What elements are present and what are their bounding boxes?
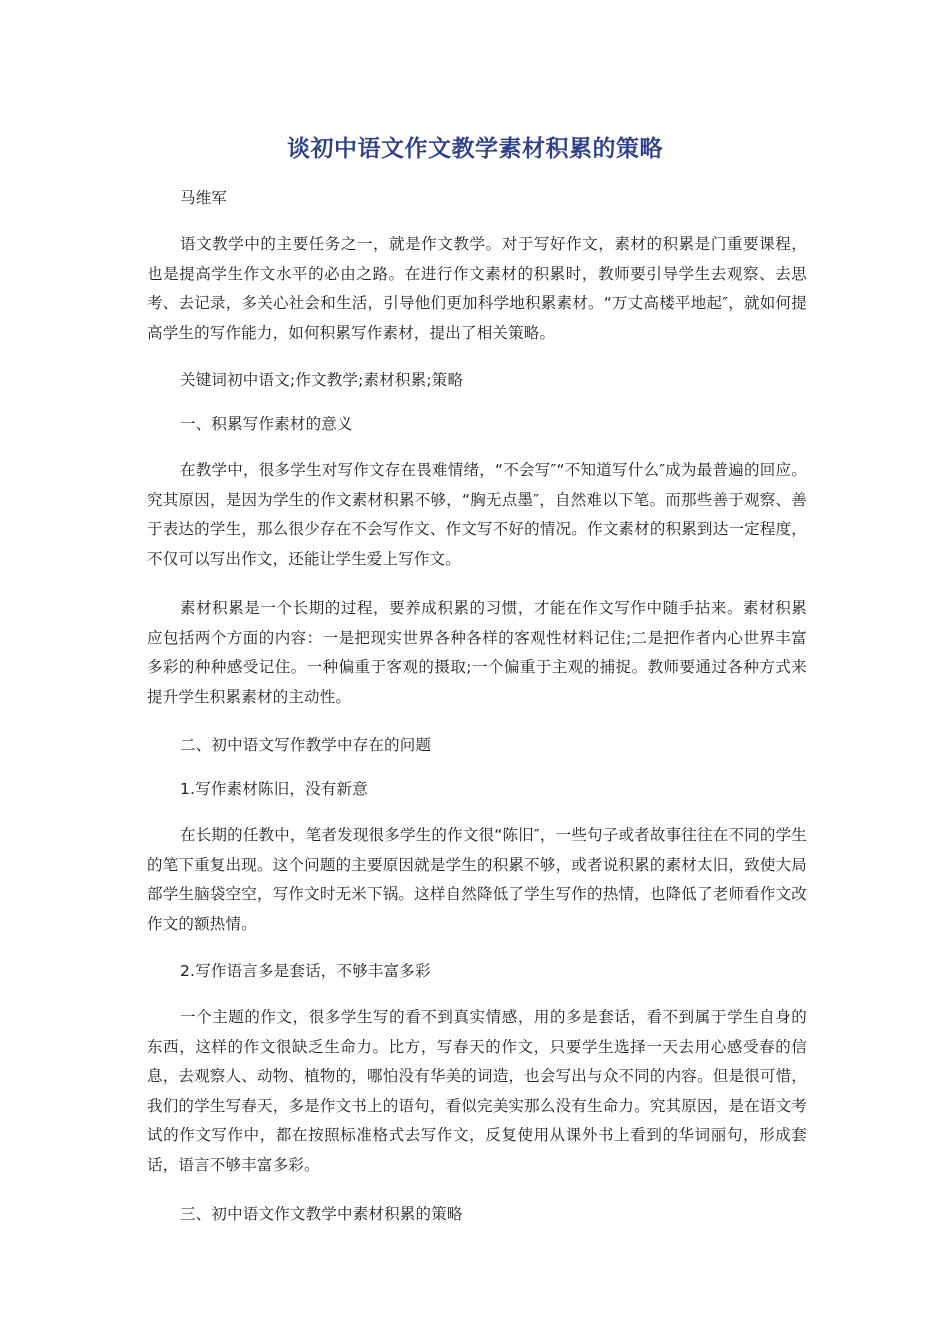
body-paragraph-2: 素材积累是一个长期的过程，要养成积累的习惯，才能在作文写作中随手拈来。素材积累应包括两个方面的内容：一是把现实世界各种各样的客观性材料记住;二是把作者内心世界丰富多彩的种种感受记住。一种偏重于客观的摄取;一个偏重于主观的捕捉。教师要通过各种方式来提升学生积累素材的主动性。 — [147, 599, 807, 706]
section-heading-3: 三、初中语文作文教学中素材积累的策略 — [180, 1205, 463, 1223]
author-name: 马维军 — [180, 189, 228, 207]
abstract-paragraph: 语文教学中的主要任务之一，就是作文教学。对于写好作文，素材的积累是门重要课程，也是提高学生作文水平的必由之路。在进行作文素材的积累时，教师要引导学生去观察、去思考、去记录，多关心社会和生活，引导他们更加科学地积累素材。“万丈高楼平地起″，就如何提高学生的写作能力，如何积累写作素材，提出了相关策略。 — [147, 235, 807, 342]
keywords-line: 关键词初中语文;作文教学;素材积累;策略 — [180, 371, 464, 389]
document-title: 谈初中语文作文教学素材积累的策略 — [287, 136, 663, 162]
subsection-heading-2-1: 1.写作素材陈旧，没有新意 — [180, 780, 368, 798]
subsection-heading-2-2: 2.写作语言多是套话，不够丰富多彩 — [180, 962, 431, 980]
section-heading-2: 二、初中语文写作教学中存在的问题 — [180, 736, 432, 754]
section-heading-1: 一、积累写作素材的意义 — [180, 415, 353, 433]
body-paragraph-3: 在长期的任教中，笔者发现很多学生的作文很“陈旧″，一些句子或者故事往往在不同的学生的笔下重复出现。这个问题的主要原因就是学生的积累不够，或者说积累的素材太旧，致使大局部学生脑袋空空，写作文时无米下锅。这样自然降低了学生写作的热情，也降低了老师看作文改作文的额热情。 — [147, 826, 807, 933]
body-paragraph-4: 一个主题的作文，很多学生写的看不到真实情感，用的多是套话，看不到属于学生自身的东西，这样的作文很缺乏生命力。比方，写春天的作文，只要学生选择一天去用心感受春的信息，去观察人、动物、植物的，哪怕没有华美的词造，也会写出与众不同的内容。但是很可惜，我们的学生写春天，多是作文书上的语句，看似完美实那么没有生命力。究其原因，是在语文考试的作文写作中，都在按照标准格式去写作文，反复使用从课外书上看到的华词丽句，形成套话，语言不够丰富多彩。 — [147, 1008, 807, 1174]
body-paragraph-1: 在教学中，很多学生对写作文存在畏难情绪，“不会写″“不知道写什么″成为最普遍的回应。究其原因，是因为学生的作文素材积累不够，“胸无点墨″，自然难以下笔。而那些善于观察、善于表达的学生，那么很少存在不会写作文、作文写不好的情况。作文素材的积累到达一定程度，不仅可以写出作文，还能让学生爱上写作文。 — [147, 461, 807, 568]
